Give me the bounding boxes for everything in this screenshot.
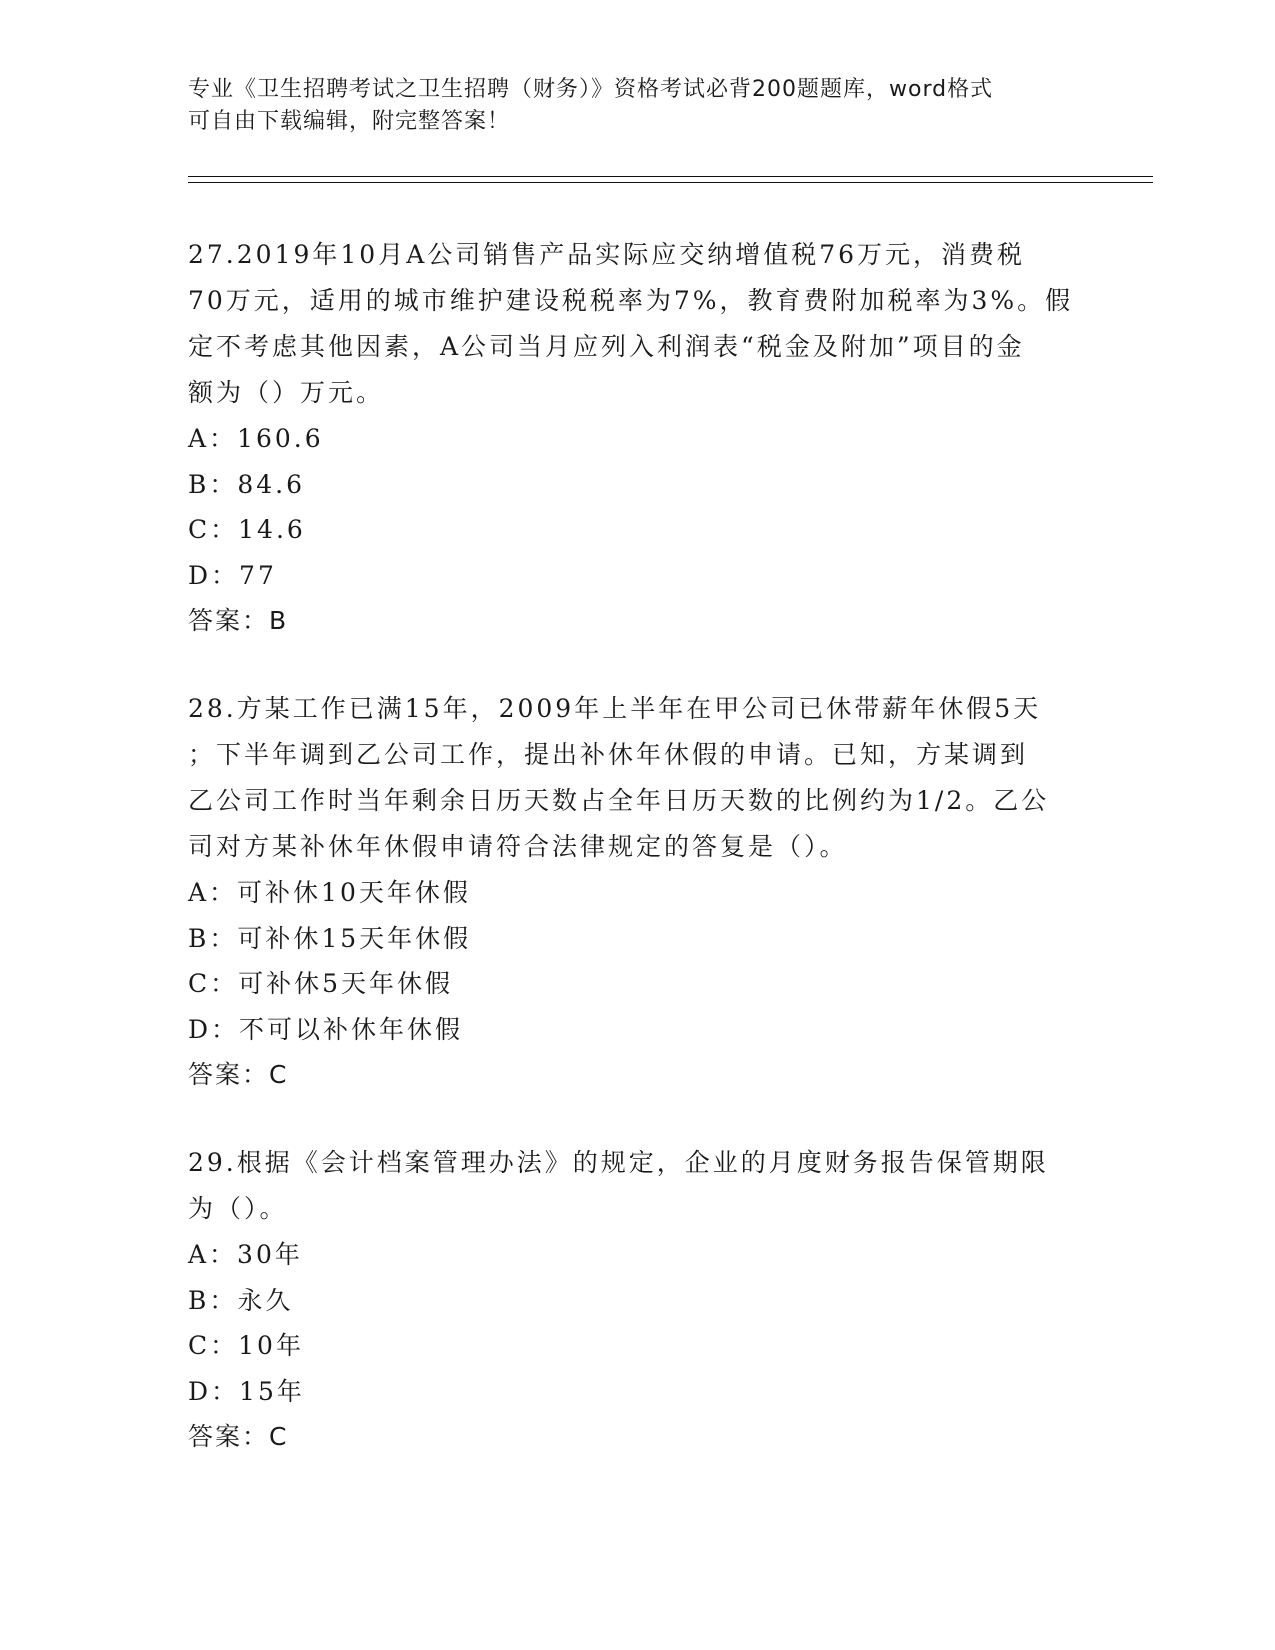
option-c: C：可补休5天年休假 — [188, 969, 454, 998]
question-28 — [188, 686, 1088, 1098]
option-a: A：可补休10天年休假 — [188, 878, 471, 907]
option-b: B：永久 — [188, 1285, 294, 1315]
header-line-2: 可自由下载编辑，附完整答案！ — [188, 109, 511, 134]
question-stem-line: 28.方某工作已满15年，2009年上半年在甲公司已休带薪年休假5天 — [188, 694, 1042, 723]
option-b: B：84.6 — [188, 469, 306, 499]
answer: 答案：B — [188, 606, 289, 635]
header-line-1: 专业《卫生招聘考试之卫生招聘（财务）》资格考试必背200题题库，word格式 — [188, 77, 994, 102]
question-stem-line: 司对方某补休年休假申请符合法律规定的答复是（）。 — [188, 832, 848, 861]
question-stem-line: 29.根据《会计档案管理办法》的规定，企业的月度财务报告保管期限 — [188, 1148, 1049, 1177]
question-stem-line: 定不考虑其他因素，A公司当月应列入利润表“税金及附加”项目的金 — [188, 332, 1025, 361]
question-27 — [188, 232, 1088, 644]
option-b: B：可补休15天年休假 — [188, 923, 472, 953]
question-stem-line: 27.2019年10月A公司销售产品实际应交纳增值税76万元，消费税 — [188, 240, 1026, 269]
option-d: D：15年 — [188, 1376, 305, 1406]
option-d: D：77 — [188, 560, 277, 590]
answer: 答案：C — [188, 1060, 289, 1089]
question-29 — [188, 1140, 1088, 1460]
question-stem-line: ；下半年调到乙公司工作，提出补休年休假的申请。已知，方某调到 — [188, 740, 1029, 769]
question-stem-line: 为（）。 — [188, 1194, 288, 1223]
question-stem-line: 额为（）万元。 — [188, 378, 385, 407]
question-stem-line: 70万元，适用的城市维护建设税税率为7%，教育费附加税率为3%。假 — [188, 286, 1074, 315]
option-a: A：160.6 — [188, 424, 324, 453]
option-c: C：10年 — [188, 1331, 304, 1360]
header-divider-bottom — [188, 182, 1153, 183]
option-c: C：14.6 — [188, 515, 306, 544]
option-a: A：30年 — [188, 1240, 303, 1269]
header-divider-top — [188, 176, 1153, 177]
question-stem-line: 乙公司工作时当年剩余日历天数占全年日历天数的比例约为1/2。乙公 — [188, 786, 1050, 815]
document-header — [188, 74, 1088, 138]
answer: 答案：C — [188, 1422, 289, 1451]
option-d: D：不可以补休年休假 — [188, 1014, 464, 1044]
